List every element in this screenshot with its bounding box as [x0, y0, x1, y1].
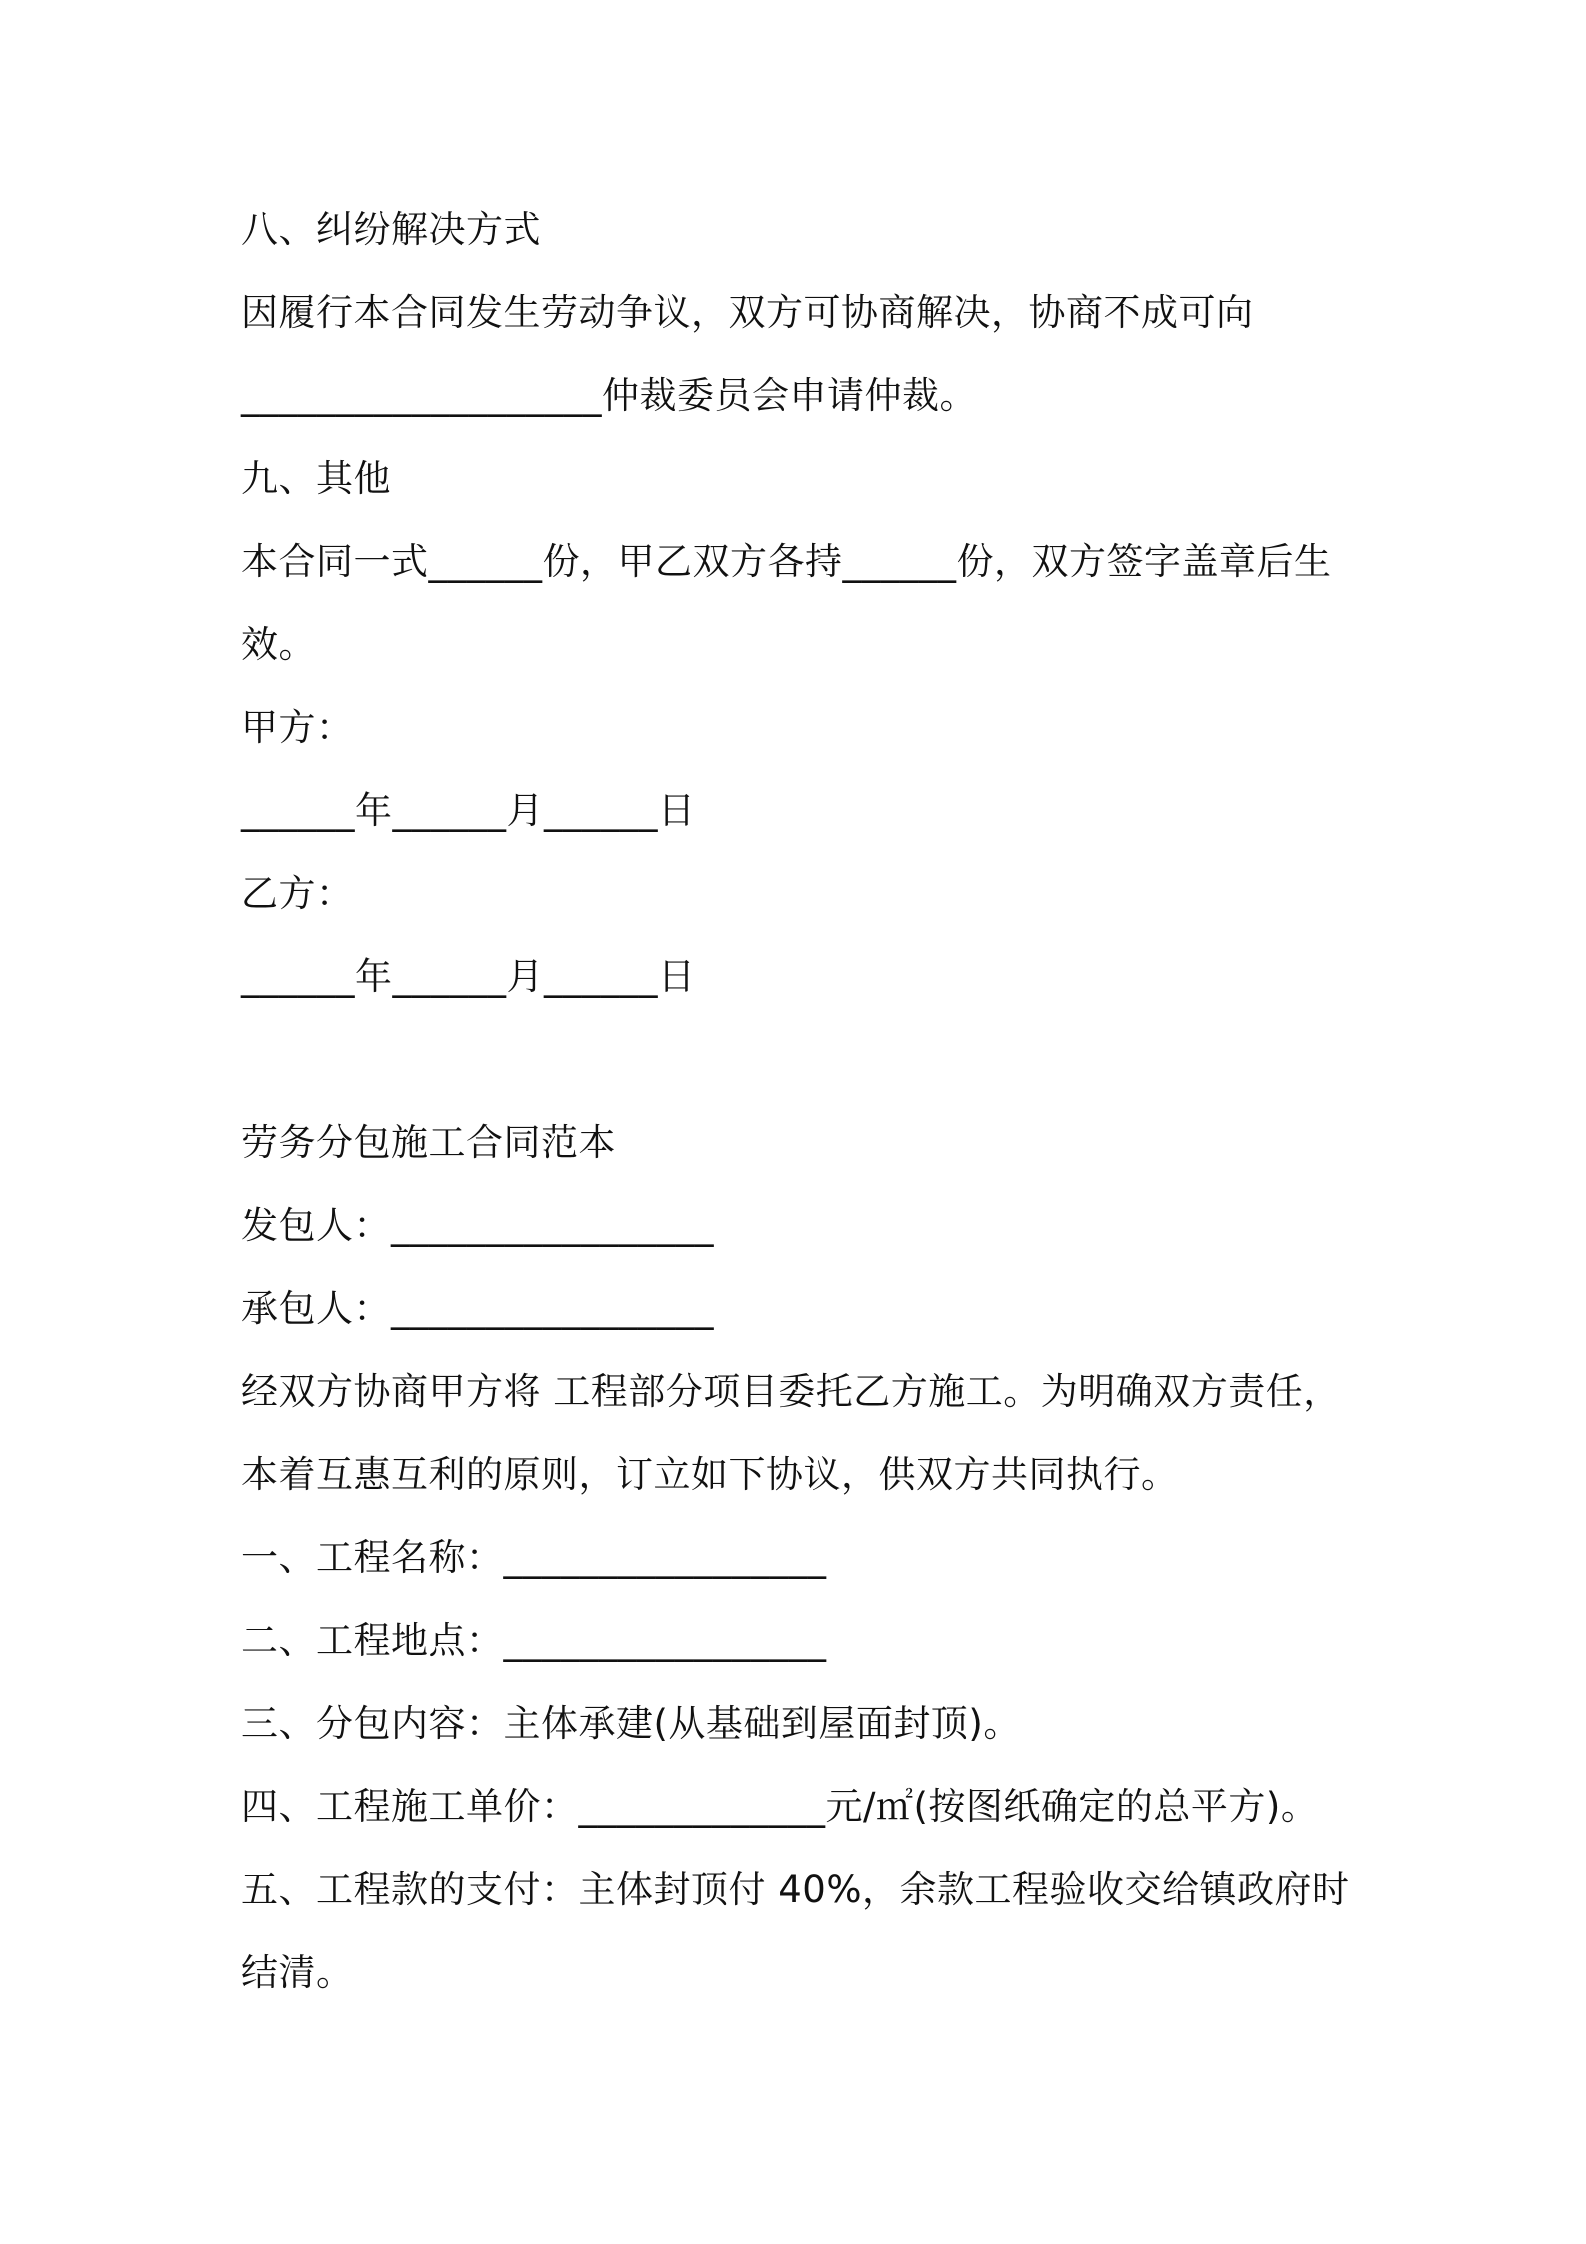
- contractor-field: 承包人：_________________: [241, 1287, 714, 1330]
- unit-price-field: 四、工程施工单价：_____________元/㎡(按图纸确定的总平方)。: [241, 1785, 1319, 1828]
- project-location-field: 二、工程地点：_________________: [241, 1619, 827, 1662]
- payment-clause-line-2: 结清。: [241, 1951, 354, 1994]
- party-a-label: 甲方：: [241, 706, 354, 749]
- preamble-line-2: 本着互惠互利的原则，订立如下协议，供双方共同执行。: [241, 1453, 1179, 1496]
- section-9-heading: 九、其他: [241, 457, 391, 500]
- subcontract-content: 三、分包内容：主体承建(从基础到屋面封顶)。: [241, 1702, 1021, 1745]
- dispute-clause-line-1: 因履行本合同发生劳动争议，双方可协商解决，协商不成可向: [241, 291, 1254, 334]
- copies-clause-line-1: 本合同一式______份，甲乙双方各持______份，双方签字盖章后生: [241, 540, 1332, 583]
- dispute-clause-line-2: ___________________仲裁委员会申请仲裁。: [241, 374, 977, 417]
- party-a-date: ______年______月______日: [241, 789, 696, 832]
- payment-clause-line-1: 五、工程款的支付：主体封顶付 40%，余款工程验收交给镇政府时: [241, 1868, 1350, 1911]
- copies-clause-line-2: 效。: [241, 623, 316, 666]
- preamble-line-1: 经双方协商甲方将 工程部分项目委托乙方施工。为明确双方责任，: [241, 1370, 1341, 1413]
- section-8-heading: 八、纠纷解决方式: [241, 208, 541, 251]
- employer-field: 发包人：_________________: [241, 1204, 714, 1247]
- project-name-field: 一、工程名称：_________________: [241, 1536, 827, 1579]
- party-b-label: 乙方：: [241, 872, 354, 915]
- party-b-date: ______年______月______日: [241, 955, 696, 998]
- contract-title: 劳务分包施工合同范本: [241, 1121, 616, 1164]
